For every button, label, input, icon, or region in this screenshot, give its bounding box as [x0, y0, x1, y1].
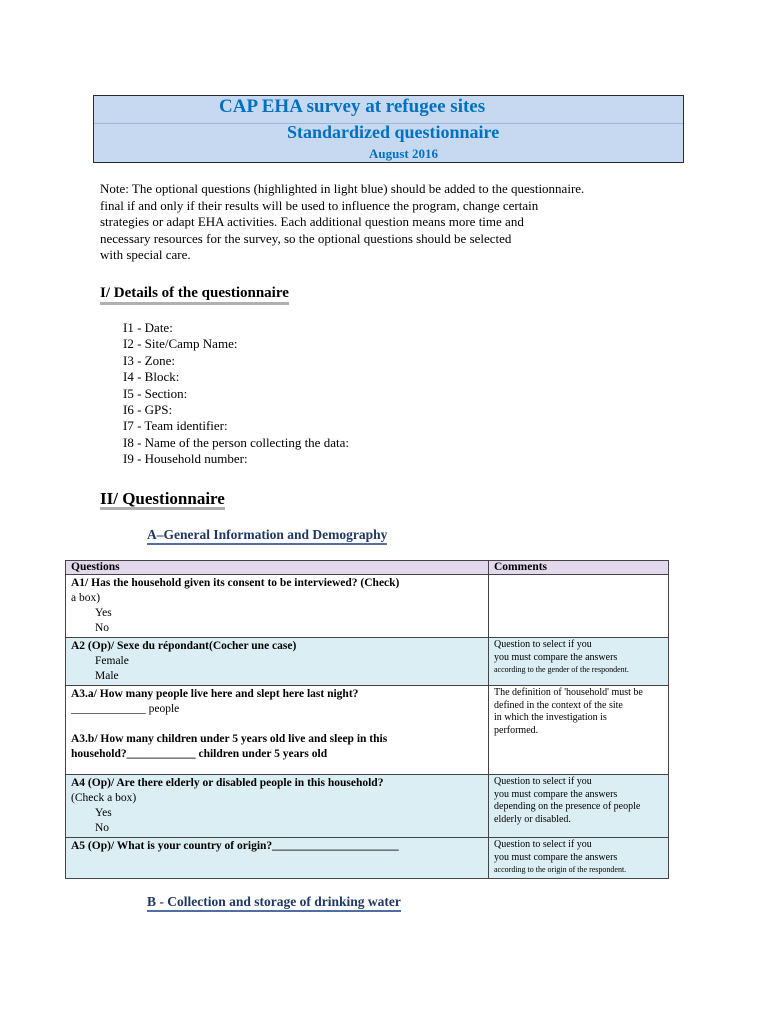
- comment-cell: [489, 838, 669, 879]
- table-row-a1: [66, 575, 669, 638]
- question-text-cont: (Check a box): [71, 792, 137, 804]
- table-header-row: [66, 561, 669, 575]
- document-title: CAP EHA survey at refugee sites: [219, 96, 486, 117]
- note-line: final if and only if their results will be used to influence the program, change certain: [100, 197, 539, 213]
- comment-line: in which the investigation is: [494, 712, 607, 723]
- note-line: strategies or adapt EHA activities. Each additional question means more time and: [100, 214, 524, 229]
- question-cell: [66, 638, 489, 686]
- comment-cell: [489, 638, 669, 686]
- details-item: I4 - Block:: [123, 369, 180, 385]
- comment-cell: [489, 575, 669, 638]
- comment-line: depending on the presence of people: [494, 801, 641, 812]
- details-item: I7 - Team identifier:: [123, 418, 228, 434]
- comment-line: according to the gender of the respondent.: [494, 665, 629, 674]
- comment-line: Question to select if you: [494, 639, 592, 650]
- section-heading-questionnaire: II/ Questionnaire: [100, 489, 225, 508]
- document-date: August 2016: [369, 146, 438, 161]
- comment-line: you must compare the answers: [494, 651, 618, 663]
- question-text: A4 (Op)/ Are there elderly or disabled people in this household?: [71, 777, 384, 789]
- answer-blank: _____________ people: [71, 703, 180, 715]
- question-text: A3.a/ How many people live here and slept here last night?: [71, 688, 359, 700]
- question-cell: [66, 575, 489, 638]
- answer-option: Male: [95, 670, 119, 682]
- details-item: I6 - GPS:: [123, 402, 173, 418]
- comment-cell: [489, 775, 669, 838]
- question-cell: [66, 775, 489, 838]
- details-list: [123, 320, 349, 468]
- answer-option: Female: [95, 655, 129, 667]
- comment-line: Question to select if you: [494, 776, 592, 787]
- note-line: Note: The optional questions (highlighted in light blue) should be added to the questionnaire.: [100, 181, 585, 196]
- details-item: I8 - Name of the person collecting the data:: [123, 434, 349, 450]
- comment-line: performed.: [494, 724, 539, 736]
- answer-option: Yes: [95, 607, 112, 619]
- spacer: [71, 717, 483, 732]
- questions-table: [65, 560, 669, 879]
- details-item: I1 - Date:: [123, 320, 173, 335]
- document-subtitle: Standardized questionnaire: [287, 122, 500, 142]
- table-row-a5: [66, 838, 669, 879]
- comment-line: Question to select if you: [494, 839, 592, 850]
- comment-line: defined in the context of the site: [494, 699, 623, 711]
- question-text: A1/ Has the household given its consent to be interviewed? (Check): [71, 577, 400, 589]
- note-paragraph: [100, 181, 640, 264]
- answer-option: No: [95, 822, 110, 834]
- answer-option: No: [95, 622, 110, 634]
- subsection-heading-a: A–General Information and Demography: [147, 527, 387, 545]
- column-header-comments: Comments: [489, 561, 669, 575]
- answer-option: Yes: [95, 807, 112, 819]
- comment-line: you must compare the answers: [494, 788, 618, 800]
- details-item: I3 - Zone:: [123, 352, 175, 368]
- comment-line: elderly or disabled.: [494, 813, 571, 825]
- table-row-a4: [66, 775, 669, 838]
- question-text: A3.b/ How many children under 5 years old live and sleep in this: [71, 733, 388, 745]
- comment-line: The definition of 'household' must be: [494, 687, 643, 698]
- question-cell: [66, 838, 489, 879]
- details-item: I9 - Household number:: [123, 451, 248, 467]
- comment-line: you must compare the answers: [494, 851, 618, 863]
- question-cell: [66, 686, 489, 775]
- title-box: [93, 95, 684, 163]
- note-line: necessary resources for the survey, so the optional questions should be selected: [100, 230, 512, 246]
- question-text-cont: a box): [71, 592, 101, 604]
- comment-cell: [489, 686, 669, 775]
- section-heading-details: I/ Details of the questionnaire: [100, 285, 289, 305]
- subsection-heading-b: B - Collection and storage of drinking water: [147, 894, 401, 912]
- note-line: with special care.: [100, 247, 191, 262]
- details-item: I2 - Site/Camp Name:: [123, 336, 238, 352]
- question-text: household?____________ children under 5 years old: [71, 748, 328, 760]
- question-text: A2 (Op)/ Sexe du répondant(Cocher une case): [71, 640, 297, 652]
- question-text: A5 (Op)/ What is your country of origin?______________________: [71, 840, 399, 852]
- column-header-questions: Questions: [66, 561, 489, 575]
- table-row-a3: [66, 686, 669, 775]
- comment-line: according to the origin of the respondent.: [494, 865, 627, 874]
- table-row-a2: [66, 638, 669, 686]
- details-item: I5 - Section:: [123, 385, 188, 401]
